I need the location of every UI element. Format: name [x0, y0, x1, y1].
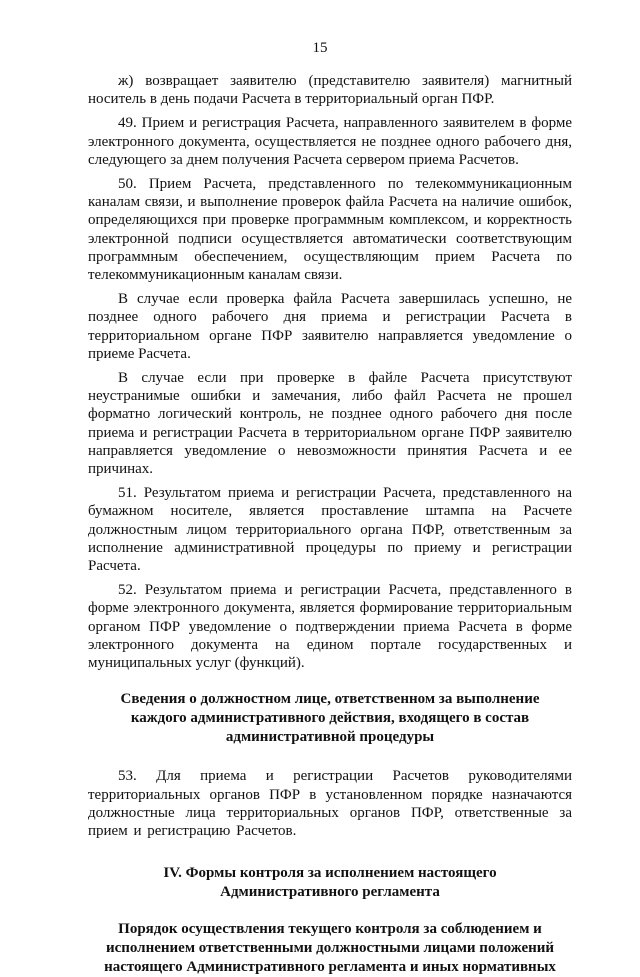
officials-heading-line: каждого административного действия, входящего в состав: [130, 710, 530, 727]
control-procedure-heading: [88, 920, 572, 977]
paragraph-51: 51. Результатом приема и регистрации Расчета, представленного на бумажном носителе, является проставление штампа на Расчете должностным лицом территориального органа ПФР, ответственным за исполнение административной процедуры по приему и регистрации Расчета.: [88, 485, 572, 575]
officials-heading-line: Сведения о должностном лице, ответственном за выполнение: [120, 691, 540, 708]
paragraph-50-success: В случае если проверка файла Расчета завершилась успешно, не позднее одного рабочего дня приема и регистрации Расчета в территориальном органе ПФР заявителю направляется уведомление о приеме Расчета.: [88, 291, 572, 362]
officials-heading-line: административной процедуры: [225, 729, 435, 746]
section-4-heading: [88, 864, 572, 902]
paragraph-50: 50. Прием Расчета, представленного по телекоммуникационным каналам связи, и выполнение проверок файла Расчета на наличие ошибок, определяющихся при проверке программным комплексом, и корректность электронной подписи осуществляется автоматически соответствующим программным обеспечением, осуществляющим прием Расчета по телекоммуникационным каналам связи.: [88, 176, 572, 284]
page-number: 15: [312, 40, 328, 56]
control-heading-line: настоящего Административного регламента и иных нормативных: [104, 959, 556, 976]
paragraph-49: 49. Прием и регистрация Расчета, направленного заявителем в форме электронного документа, осуществляется не позднее одного рабочего дня, следующего за днем получения Расчета сервером приема Расчетов.: [88, 115, 572, 168]
paragraph-50-errors: В случае если при проверке в файле Расчета присутствуют неустранимые ошибки и замечания, либо файл Расчета не прошел форматно логический контроль, не позднее одного рабочего дня после приема и регистрации Расчета в территориальном органе ПФР заявителю направляется уведомление о невозможности принятия Расчета и ее причинах.: [88, 370, 572, 478]
control-heading-line: Порядок осуществления текущего контроля за соблюдением и: [118, 921, 542, 938]
document-body: [88, 72, 572, 977]
paragraph-52: 52. Результатом приема и регистрации Расчета, представленного в форме электронного документа, является формирование территориальным органом ПФР уведомление о подтверждении приема Расчета в форме электронного документа на едином портале государственных и муниципальных услуг (функций).: [88, 582, 572, 672]
section-4-heading-line: Административного регламента: [220, 884, 440, 901]
officials-heading: [88, 690, 572, 747]
section-4-heading-line: IV. Формы контроля за исполнением настоящего: [163, 865, 497, 882]
paragraph-zh: ж) возвращает заявителю (представителю заявителя) магнитный носитель в день подачи Расчета в территориальный орган ПФР.: [88, 73, 572, 108]
control-heading-line: исполнением ответственными должностными лицами положений: [105, 940, 555, 957]
paragraph-53: 53. Для приема и регистрации Расчетов руководителями территориальных органов ПФР в установленном порядке назначаются должностные лица территориальных органов ПФР, ответственные за прием и регистрацию Расчетов.: [88, 768, 572, 839]
